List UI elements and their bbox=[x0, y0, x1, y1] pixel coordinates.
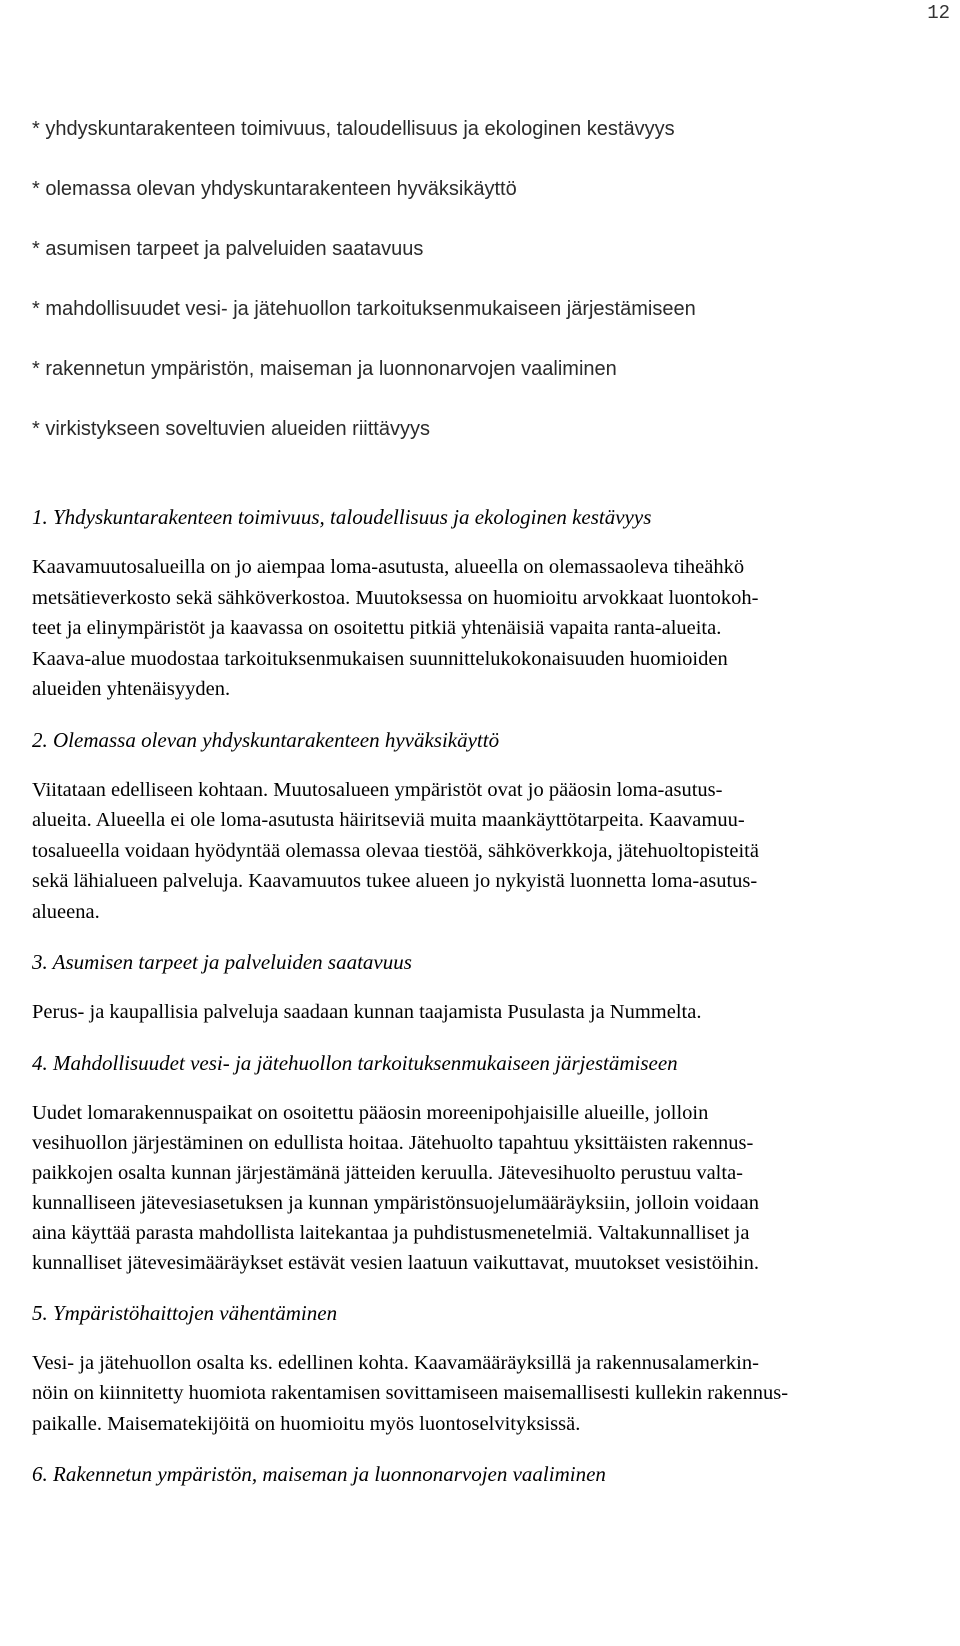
bullet-item: * mahdollisuudet vesi- ja jätehuollon tarkoituksenmukaiseen järjestämiseen bbox=[32, 298, 696, 320]
section-paragraph bbox=[32, 1348, 937, 1440]
page-number: 12 bbox=[927, 2, 950, 24]
bullet-item: * yhdyskuntarakenteen toimivuus, taloudellisuus ja ekologinen kestävyys bbox=[32, 118, 675, 140]
paragraph-line: Viitataan edelliseen kohtaan. Muutosalueen ympäristöt ovat jo pääosin loma-asutus- bbox=[32, 778, 723, 801]
paragraph-line: alueiden yhtenäisyyden. bbox=[32, 678, 231, 700]
bullet-item: * virkistykseen soveltuvien alueiden riittävyys bbox=[32, 418, 430, 440]
bullet-item: * asumisen tarpeet ja palveluiden saatavuus bbox=[32, 238, 424, 260]
paragraph-line: teet ja elinympäristöt ja kaavassa on osoitettu pitkiä yhtenäisiä vapaita ranta-alueita. bbox=[32, 617, 722, 639]
paragraph-line: Vesi- ja jätehuollon osalta ks. edellinen kohta. Kaavamääräyksillä ja rakennusalamerkin- bbox=[32, 1351, 759, 1374]
section-heading: 2. Olemassa olevan yhdyskuntarakenteen hyväksikäyttö bbox=[32, 727, 500, 752]
section-heading: 5. Ympäristöhaittojen vähentäminen bbox=[32, 1300, 338, 1325]
paragraph-line: Perus- ja kaupallisia palveluja saadaan kunnan taajamista Pusulasta ja Nummelta. bbox=[32, 1001, 702, 1023]
section-paragraph bbox=[32, 552, 937, 705]
paragraph-line: Kaavamuutosalueilla on jo aiempaa loma-asutusta, alueella on olemassaoleva tiheähkö bbox=[32, 556, 745, 578]
paragraph-line: Kaava-alue muodostaa tarkoituksenmukaisen suunnittelukokonaisuuden huomioiden bbox=[32, 647, 728, 670]
paragraph-line: vesihuollon järjestäminen on edullista hoitaa. Jätehuolto tapahtuu yksittäisten rakennus- bbox=[32, 1131, 754, 1154]
paragraph-line: paikalle. Maisematekijöitä on huomioitu myös luontoselvityksissä. bbox=[32, 1412, 581, 1435]
bullet-item: * olemassa olevan yhdyskuntarakenteen hyväksikäyttö bbox=[32, 178, 517, 200]
section-paragraph bbox=[32, 1098, 937, 1278]
section-paragraph bbox=[32, 775, 937, 928]
paragraph-line: aina käyttää parasta mahdollista laitekantaa ja puhdistusmenetelmiä. Valtakunnalliset ja bbox=[32, 1221, 750, 1244]
paragraph-line: alueena. bbox=[32, 900, 100, 923]
section-heading: 4. Mahdollisuudet vesi- ja jätehuollon tarkoituksenmukaiseen järjestämiseen bbox=[32, 1050, 678, 1075]
paragraph-line: kunnalliseen jätevesiasetuksen ja kunnan ympäristönsuojelumääräyksiin, jolloin voidaan bbox=[32, 1191, 760, 1214]
paragraph-line: sekä lähialueen palveluja. Kaavamuutos tukee alueen jo nykyistä luonnetta loma-asutus- bbox=[32, 870, 758, 892]
section-heading: 6. Rakennetun ympäristön, maiseman ja luonnonarvojen vaaliminen bbox=[32, 1462, 606, 1486]
paragraph-line: paikkojen osalta kunnan järjestämänä jätteiden keruulla. Jätevesihuolto perustuu valta- bbox=[32, 1161, 744, 1184]
paragraph-line: kunnalliset jätevesimääräykset estävät vesien laatuun vaikuttavat, muutokset vesistöihin. bbox=[32, 1251, 759, 1274]
paragraph-line: nöin on kiinnitetty huomiota rakentamisen sovittamiseen maisemallisesti kullekin rakennus- bbox=[32, 1382, 789, 1404]
section-heading: 1. Yhdyskuntarakenteen toimivuus, taloudellisuus ja ekologinen kestävyys bbox=[32, 505, 652, 529]
paragraph-line: metsätieverkosto sekä sähköverkostoa. Muutoksessa on huomioitu arvokkaat luontokoh- bbox=[32, 586, 759, 609]
paragraph-line: Uudet lomarakennuspaikat on osoitettu pääosin moreenipohjaisille alueille, jolloin bbox=[32, 1101, 709, 1124]
document-body bbox=[32, 114, 937, 1509]
paragraph-line: tosalueella voidaan hyödyntää olemassa olevaa tiestöä, sähköverkkoja, jätehuoltopisteitä bbox=[32, 839, 759, 862]
bullet-item: * rakennetun ympäristön, maiseman ja luonnonarvojen vaaliminen bbox=[32, 358, 617, 380]
paragraph-line: alueita. Alueella ei ole loma-asutusta häiritseviä muita maankäyttötarpeita. Kaavamuu- bbox=[32, 809, 745, 831]
section-paragraph bbox=[32, 997, 937, 1028]
section-heading: 3. Asumisen tarpeet ja palveluiden saatavuus bbox=[32, 950, 412, 974]
